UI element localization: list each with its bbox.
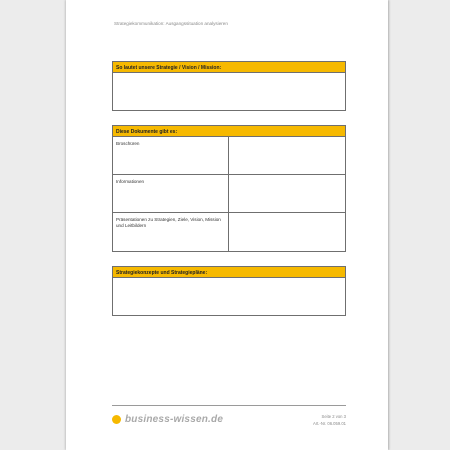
article-number: Art.-Nr. 06.059.01 (312, 421, 346, 426)
table-row (113, 137, 345, 175)
document-page (66, 0, 388, 450)
page-number: Seite 2 von 3 (321, 414, 346, 419)
footer-divider (112, 405, 346, 406)
table-row (113, 213, 345, 251)
strategy-heading: So lautet unsere Strategie / Vision / Mission: (113, 62, 345, 73)
footer-meta (313, 413, 346, 427)
concepts-heading: Strategiekonzepte und Strategiepläne: (113, 267, 345, 278)
row-entry-cell[interactable] (229, 213, 345, 251)
brand-logo: business-wissen.de (125, 413, 224, 425)
row-label: Informationen (113, 175, 229, 212)
row-label: Präsentationen zu Strategien, Ziele, Vision, Mission und Leitbildern (113, 213, 229, 251)
table-row (113, 175, 345, 213)
strategy-box (112, 61, 346, 111)
row-entry-cell[interactable] (229, 137, 345, 174)
document-header: Strategiekommunikation: Ausgangssituation analysieren (114, 21, 228, 26)
row-label: Broschüren (113, 137, 229, 174)
brand-dot-icon (112, 415, 121, 424)
concepts-box (112, 266, 346, 316)
row-entry-cell[interactable] (229, 175, 345, 212)
documents-heading: Diese Dokumente gibt es: (113, 126, 345, 137)
documents-box (112, 125, 346, 252)
concepts-entry-area[interactable] (113, 278, 345, 316)
strategy-entry-area[interactable] (113, 73, 345, 111)
